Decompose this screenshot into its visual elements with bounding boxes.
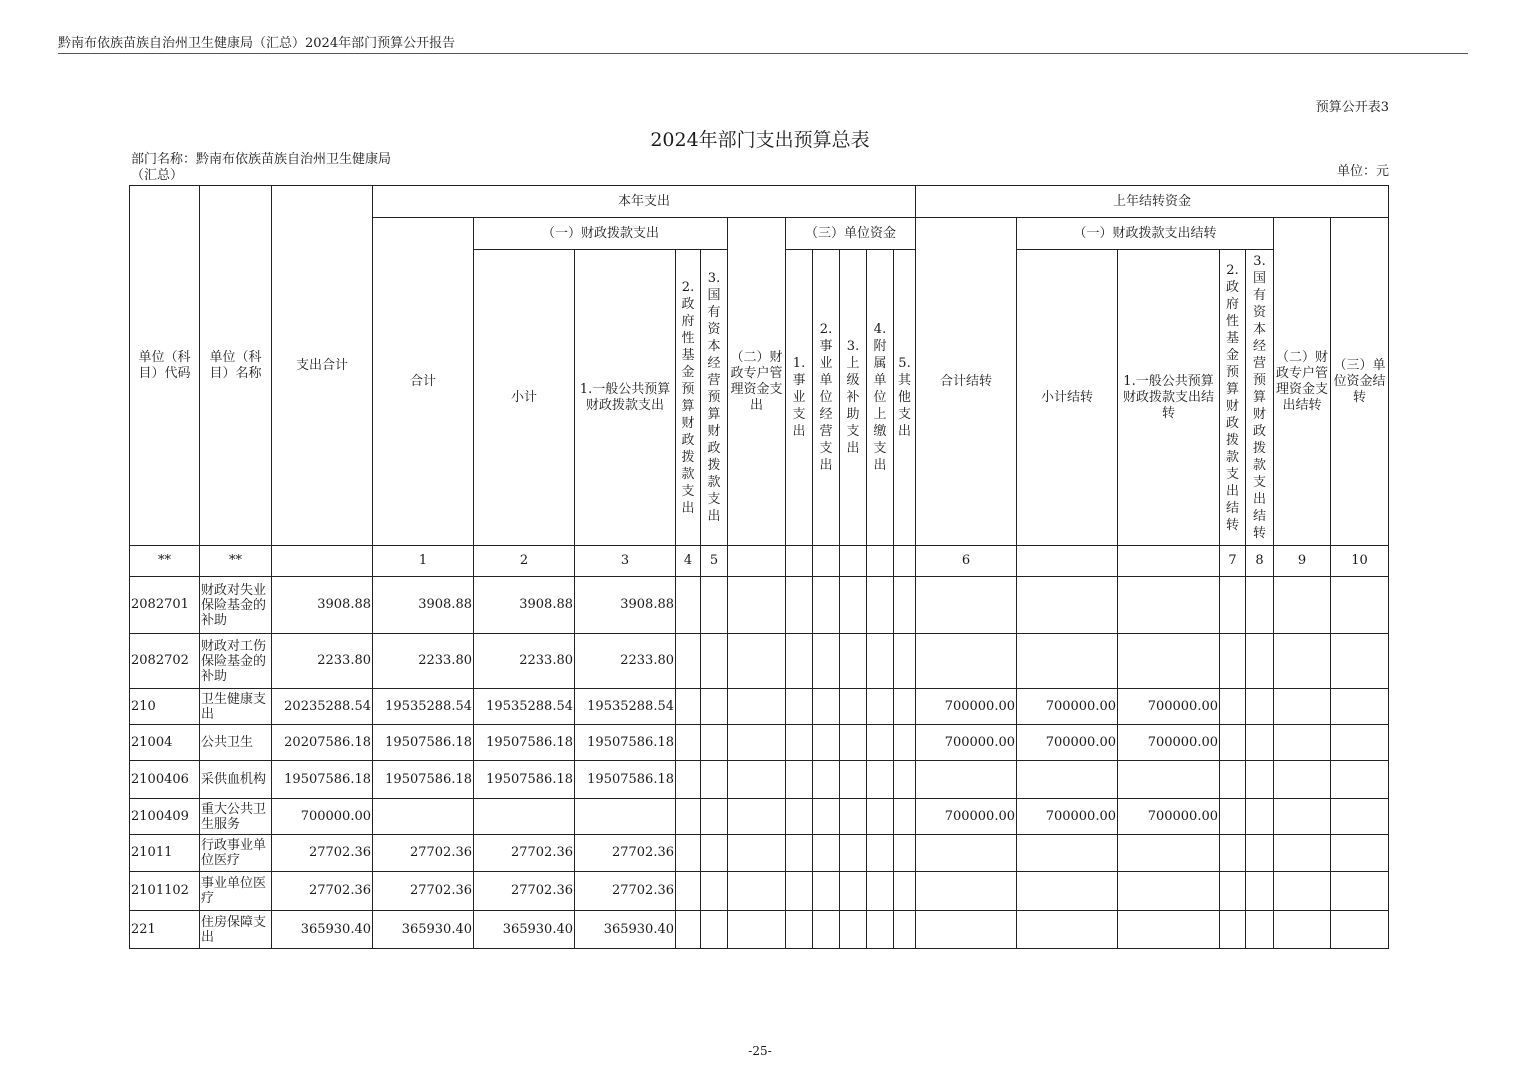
amount-cell <box>701 872 728 911</box>
amount-cell <box>786 835 813 872</box>
amount-cell <box>728 799 786 835</box>
group-header-current-year: 本年支出 <box>373 186 916 218</box>
amount-cell: 27702.36 <box>575 835 676 872</box>
index-cell: 4 <box>676 546 701 577</box>
subject-code-cell: 21004 <box>130 725 200 761</box>
currency-unit: 单位：元 <box>1336 164 1389 179</box>
index-cell <box>1017 546 1118 577</box>
page-number: -25- <box>748 1044 772 1058</box>
amount-cell: 700000.00 <box>1118 689 1220 725</box>
subject-code-cell: 2100409 <box>130 799 200 835</box>
amount-cell: 27702.36 <box>575 872 676 911</box>
amount-cell: 27702.36 <box>272 872 373 911</box>
amount-cell <box>1220 835 1246 872</box>
amount-cell <box>1017 761 1118 799</box>
expenditure-budget-table <box>129 185 1389 949</box>
amount-cell <box>1118 835 1220 872</box>
index-cell <box>786 546 813 577</box>
subject-code-cell: 2100406 <box>130 761 200 799</box>
subject-name-cell: 卫生健康支出 <box>200 689 272 725</box>
index-cell <box>894 546 916 577</box>
amount-cell <box>894 577 916 634</box>
amount-cell <box>867 689 894 725</box>
amount-cell: 2233.80 <box>272 634 373 689</box>
amount-cell: 20235288.54 <box>272 689 373 725</box>
amount-cell <box>867 725 894 761</box>
index-cell: ** <box>200 546 272 577</box>
amount-cell: 365930.40 <box>575 911 676 949</box>
amount-cell <box>701 761 728 799</box>
col-header-total: 支出合计 <box>272 186 373 546</box>
amount-cell: 27702.36 <box>474 835 575 872</box>
amount-cell <box>1220 577 1246 634</box>
amount-cell <box>728 689 786 725</box>
amount-cell <box>1246 725 1274 761</box>
index-cell <box>867 546 894 577</box>
amount-cell <box>786 577 813 634</box>
amount-cell <box>1274 689 1331 725</box>
amount-cell: 2233.80 <box>373 634 474 689</box>
amount-cell <box>894 835 916 872</box>
table-row <box>130 634 1389 689</box>
amount-cell <box>728 835 786 872</box>
subject-name-cell: 财政对工伤保险基金的补助 <box>200 634 272 689</box>
col-header-heji: 合计 <box>373 218 474 546</box>
amount-cell <box>575 799 676 835</box>
amount-cell <box>1246 911 1274 949</box>
amount-cell <box>1118 872 1220 911</box>
subject-name-cell: 财政对失业保险基金的补助 <box>200 577 272 634</box>
amount-cell <box>1274 835 1331 872</box>
amount-cell: 700000.00 <box>1017 799 1118 835</box>
col-header-shiye: 1.事业支出 <box>786 250 813 546</box>
group-header-fiscal: （一）财政拨款支出 <box>474 218 728 250</box>
subject-name-cell: 重大公共卫生服务 <box>200 799 272 835</box>
subject-name-cell: 采供血机构 <box>200 761 272 799</box>
subject-code-cell: 2082701 <box>130 577 200 634</box>
amount-cell <box>1017 634 1118 689</box>
amount-cell <box>786 634 813 689</box>
index-row <box>130 546 1389 577</box>
amount-cell <box>701 725 728 761</box>
subject-name-cell: 事业单位医疗 <box>200 872 272 911</box>
subject-code-cell: 2082702 <box>130 634 200 689</box>
group-header-unit-funds: （三）单位资金 <box>786 218 916 250</box>
amount-cell <box>867 634 894 689</box>
col-header-xiaoji: 小计 <box>474 250 575 546</box>
table-row <box>130 799 1389 835</box>
amount-cell <box>786 689 813 725</box>
subject-name-cell: 行政事业单位医疗 <box>200 835 272 872</box>
form-number: 预算公开表3 <box>1315 100 1389 115</box>
amount-cell <box>1246 577 1274 634</box>
amount-cell <box>676 799 701 835</box>
department-name: 部门名称：黔南布依族苗族自治州卫生健康局（汇总） <box>131 152 392 183</box>
amount-cell <box>786 761 813 799</box>
col-header-unit-fund-carryover: （三）单位资金结转 <box>1331 218 1389 546</box>
amount-cell <box>1246 761 1274 799</box>
amount-cell <box>1220 799 1246 835</box>
amount-cell: 700000.00 <box>1118 799 1220 835</box>
amount-cell <box>728 761 786 799</box>
amount-cell: 700000.00 <box>916 799 1017 835</box>
amount-cell <box>786 911 813 949</box>
amount-cell <box>894 872 916 911</box>
col-header-gov-fund: 2.政府性基金预算财政拨款支出 <box>676 250 701 546</box>
col-header-other: 5.其他支出 <box>894 250 916 546</box>
amount-cell <box>1246 634 1274 689</box>
amount-cell <box>1274 725 1331 761</box>
amount-cell <box>1246 872 1274 911</box>
col-header-state-capital: 3.国有资本经营预算财政拨款支出 <box>701 250 728 546</box>
amount-cell <box>1017 835 1118 872</box>
subject-code-cell: 21011 <box>130 835 200 872</box>
amount-cell: 27702.36 <box>474 872 575 911</box>
amount-cell <box>1274 577 1331 634</box>
amount-cell <box>813 577 840 634</box>
amount-cell <box>373 799 474 835</box>
amount-cell <box>1331 835 1389 872</box>
report-header: 黔南布依族苗族自治州卫生健康局（汇总）2024年部门预算公开报告 <box>58 36 456 51</box>
table-row <box>130 911 1389 949</box>
amount-cell <box>676 911 701 949</box>
amount-cell <box>867 799 894 835</box>
amount-cell <box>894 911 916 949</box>
amount-cell: 19507586.18 <box>575 725 676 761</box>
amount-cell <box>1220 761 1246 799</box>
amount-cell <box>1274 911 1331 949</box>
amount-cell <box>676 761 701 799</box>
amount-cell <box>1331 689 1389 725</box>
amount-cell <box>728 872 786 911</box>
amount-cell: 700000.00 <box>916 689 1017 725</box>
index-cell <box>1118 546 1220 577</box>
amount-cell: 27702.36 <box>272 835 373 872</box>
amount-cell: 19507586.18 <box>474 761 575 799</box>
amount-cell: 19535288.54 <box>373 689 474 725</box>
amount-cell <box>840 872 867 911</box>
amount-cell <box>1246 689 1274 725</box>
index-cell: 5 <box>701 546 728 577</box>
amount-cell <box>1274 634 1331 689</box>
amount-cell <box>813 725 840 761</box>
amount-cell <box>676 689 701 725</box>
col-header-special-carryover: （二）财政专户管理资金支出结转 <box>1274 218 1331 546</box>
amount-cell <box>728 634 786 689</box>
amount-cell: 3908.88 <box>474 577 575 634</box>
amount-cell <box>840 911 867 949</box>
amount-cell <box>1331 799 1389 835</box>
amount-cell <box>1331 911 1389 949</box>
index-cell: 2 <box>474 546 575 577</box>
amount-cell <box>728 577 786 634</box>
col-header-xiaoji-jz: 小计结转 <box>1017 250 1118 546</box>
col-header-heji-jz: 合计结转 <box>916 218 1017 546</box>
amount-cell <box>867 835 894 872</box>
index-cell: 10 <box>1331 546 1389 577</box>
amount-cell: 27702.36 <box>373 835 474 872</box>
amount-cell <box>676 725 701 761</box>
index-cell: 7 <box>1220 546 1246 577</box>
index-cell: 9 <box>1274 546 1331 577</box>
col-header-general: 1.一般公共预算财政拨款支出 <box>575 250 676 546</box>
amount-cell <box>786 872 813 911</box>
amount-cell <box>1017 872 1118 911</box>
amount-cell <box>813 872 840 911</box>
amount-cell <box>916 835 1017 872</box>
amount-cell <box>867 577 894 634</box>
col-header-general-jz: 1.一般公共预算财政拨款支出结转 <box>1118 250 1220 546</box>
index-cell: 6 <box>916 546 1017 577</box>
amount-cell: 27702.36 <box>373 872 474 911</box>
amount-cell: 19535288.54 <box>575 689 676 725</box>
index-cell <box>813 546 840 577</box>
amount-cell <box>1274 761 1331 799</box>
amount-cell: 19535288.54 <box>474 689 575 725</box>
header-divider <box>58 53 1468 54</box>
amount-cell <box>1017 911 1118 949</box>
amount-cell: 3908.88 <box>575 577 676 634</box>
amount-cell <box>676 872 701 911</box>
amount-cell <box>916 872 1017 911</box>
subject-name-cell: 住房保障支出 <box>200 911 272 949</box>
amount-cell <box>728 725 786 761</box>
col-header-code: 单位（科目）代码 <box>130 186 200 546</box>
amount-cell <box>813 799 840 835</box>
amount-cell <box>1220 634 1246 689</box>
group-header-carryover: 上年结转资金 <box>916 186 1389 218</box>
index-cell: 8 <box>1246 546 1274 577</box>
amount-cell: 2233.80 <box>575 634 676 689</box>
amount-cell <box>1220 911 1246 949</box>
amount-cell <box>1274 872 1331 911</box>
amount-cell: 19507586.18 <box>272 761 373 799</box>
amount-cell <box>676 577 701 634</box>
amount-cell <box>840 725 867 761</box>
amount-cell <box>786 799 813 835</box>
amount-cell <box>840 689 867 725</box>
index-cell: ** <box>130 546 200 577</box>
table-row <box>130 689 1389 725</box>
amount-cell <box>867 761 894 799</box>
amount-cell <box>916 577 1017 634</box>
amount-cell <box>1118 761 1220 799</box>
amount-cell <box>1274 799 1331 835</box>
amount-cell <box>1331 577 1389 634</box>
amount-cell <box>840 577 867 634</box>
table-row <box>130 577 1389 634</box>
amount-cell: 700000.00 <box>1118 725 1220 761</box>
col-header-gov-fund-jz: 2.政府性基金预算财政拨款支出结转 <box>1220 250 1246 546</box>
table-row <box>130 761 1389 799</box>
amount-cell <box>813 835 840 872</box>
amount-cell <box>840 634 867 689</box>
amount-cell <box>701 835 728 872</box>
amount-cell <box>676 634 701 689</box>
amount-cell <box>701 911 728 949</box>
col-header-shiye-jy: 2.事业单位经营支出 <box>813 250 840 546</box>
amount-cell: 19507586.18 <box>575 761 676 799</box>
amount-cell: 365930.40 <box>272 911 373 949</box>
amount-cell <box>916 761 1017 799</box>
amount-cell <box>728 911 786 949</box>
amount-cell <box>813 761 840 799</box>
index-cell: 1 <box>373 546 474 577</box>
amount-cell <box>916 634 1017 689</box>
amount-cell <box>474 799 575 835</box>
amount-cell <box>894 725 916 761</box>
amount-cell: 20207586.18 <box>272 725 373 761</box>
amount-cell <box>916 911 1017 949</box>
amount-cell <box>1246 835 1274 872</box>
col-header-shangji: 3.上级补助支出 <box>840 250 867 546</box>
amount-cell <box>1118 911 1220 949</box>
amount-cell <box>1118 634 1220 689</box>
amount-cell <box>1331 872 1389 911</box>
amount-cell <box>1331 725 1389 761</box>
amount-cell: 700000.00 <box>1017 689 1118 725</box>
amount-cell <box>1118 577 1220 634</box>
amount-cell: 700000.00 <box>272 799 373 835</box>
amount-cell: 2233.80 <box>474 634 575 689</box>
amount-cell <box>1331 634 1389 689</box>
amount-cell <box>867 872 894 911</box>
amount-cell <box>701 634 728 689</box>
index-cell: 3 <box>575 546 676 577</box>
amount-cell: 19507586.18 <box>474 725 575 761</box>
table-row <box>130 872 1389 911</box>
col-header-fushu: 4.附属单位上缴支出 <box>867 250 894 546</box>
index-cell <box>272 546 373 577</box>
amount-cell <box>840 761 867 799</box>
amount-cell <box>676 835 701 872</box>
table-row <box>130 725 1389 761</box>
subject-code-cell: 221 <box>130 911 200 949</box>
amount-cell <box>867 911 894 949</box>
amount-cell <box>786 725 813 761</box>
amount-cell <box>894 634 916 689</box>
amount-cell <box>894 761 916 799</box>
amount-cell: 700000.00 <box>916 725 1017 761</box>
col-header-special-account: （二）财政专户管理资金支出 <box>728 218 786 546</box>
subject-code-cell: 210 <box>130 689 200 725</box>
amount-cell: 3908.88 <box>272 577 373 634</box>
amount-cell <box>813 911 840 949</box>
amount-cell <box>701 577 728 634</box>
amount-cell: 700000.00 <box>1017 725 1118 761</box>
amount-cell <box>840 799 867 835</box>
amount-cell <box>701 689 728 725</box>
page-title: 2024年部门支出预算总表 <box>650 129 870 151</box>
amount-cell: 3908.88 <box>373 577 474 634</box>
amount-cell: 19507586.18 <box>373 761 474 799</box>
amount-cell <box>1246 799 1274 835</box>
amount-cell: 19507586.18 <box>373 725 474 761</box>
amount-cell <box>840 835 867 872</box>
amount-cell: 365930.40 <box>373 911 474 949</box>
amount-cell <box>1331 761 1389 799</box>
subject-name-cell: 公共卫生 <box>200 725 272 761</box>
amount-cell <box>1220 872 1246 911</box>
subject-code-cell: 2101102 <box>130 872 200 911</box>
amount-cell <box>1017 577 1118 634</box>
index-cell <box>728 546 786 577</box>
amount-cell <box>1220 725 1246 761</box>
table-row <box>130 835 1389 872</box>
amount-cell <box>701 799 728 835</box>
index-cell <box>840 546 867 577</box>
group-header-fiscal-carryover: （一）财政拨款支出结转 <box>1017 218 1274 250</box>
amount-cell: 365930.40 <box>474 911 575 949</box>
amount-cell <box>1220 689 1246 725</box>
amount-cell <box>813 689 840 725</box>
amount-cell <box>894 689 916 725</box>
amount-cell <box>894 799 916 835</box>
col-header-state-capital-jz: 3.国有资本经营预算财政拨款支出结转 <box>1246 250 1274 546</box>
col-header-name: 单位（科目）名称 <box>200 186 272 546</box>
amount-cell <box>813 634 840 689</box>
